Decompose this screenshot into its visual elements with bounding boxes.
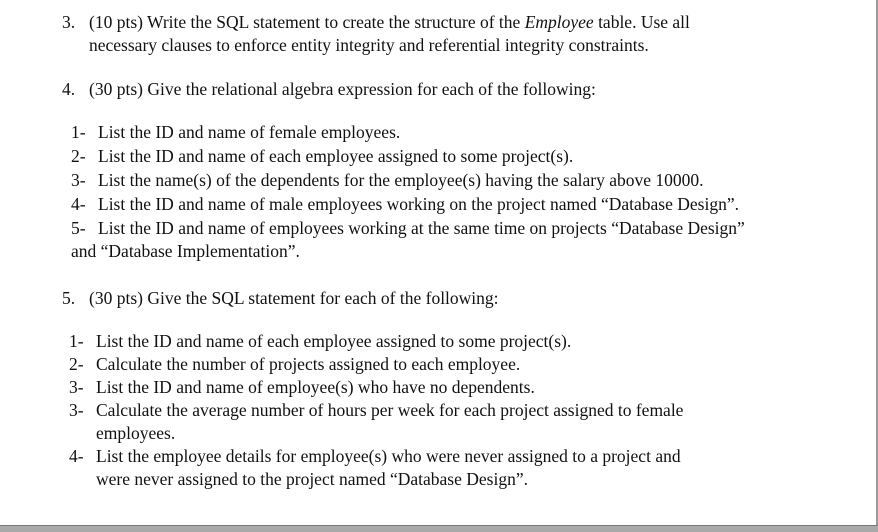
list-item: List the ID and name of female employees. xyxy=(98,122,401,142)
list-item-number: 1- xyxy=(71,122,86,142)
list-item-number: 2- xyxy=(71,146,86,166)
list-item-number: 3- xyxy=(71,170,86,190)
list-item: List the ID and name of employee(s) who have no dependents. xyxy=(96,377,535,397)
question-5-number: 5. xyxy=(62,288,76,308)
list-item-number: 5- xyxy=(71,218,86,238)
list-item: List the ID and name of male employees working on the project named “Database Design”. xyxy=(98,194,739,214)
list-item: List the employee details for employee(s) who were never assigned to a project and xyxy=(96,446,681,466)
question-5-text: (30 pts) Give the SQL statement for each of the following: xyxy=(89,288,499,308)
list-item: Calculate the average number of hours per week for each project assigned to female xyxy=(96,400,684,420)
question-3-line-1 xyxy=(89,11,690,34)
list-item: List the ID and name of each employee assigned to some project(s). xyxy=(98,146,574,166)
list-item: Calculate the number of projects assigned to each employee. xyxy=(96,354,521,374)
question-3-table-name: Employee xyxy=(524,12,594,32)
question-3-text-start: (10 pts) Write the SQL statement to create the structure of the xyxy=(89,12,525,32)
question-3-line-2: necessary clauses to enforce entity integrity and referential integrity constraints. xyxy=(89,35,649,55)
list-item-continuation: and “Database Implementation”. xyxy=(71,241,300,261)
list-item: List the ID and name of each employee assigned to some project(s). xyxy=(96,331,572,351)
list-item-number: 3- xyxy=(69,400,84,420)
question-3-number: 3. xyxy=(62,12,76,32)
list-item-number: 4- xyxy=(71,194,86,214)
list-item: List the ID and name of employees working at the same time on projects “Database Design” xyxy=(98,218,745,238)
list-item-number: 4- xyxy=(69,446,84,466)
question-3-text-end: table. Use all xyxy=(593,12,690,32)
list-item-number: 3- xyxy=(69,377,84,397)
list-item-continuation: employees. xyxy=(96,423,176,443)
list-item-number: 1- xyxy=(69,331,84,351)
list-item: List the name(s) of the dependents for the employee(s) having the salary above 10000. xyxy=(98,170,704,190)
question-4-number: 4. xyxy=(62,79,76,99)
list-item-number: 2- xyxy=(69,354,84,374)
page-bottom-edge xyxy=(0,525,878,532)
question-4-text: (30 pts) Give the relational algebra expression for each of the following: xyxy=(89,79,596,99)
list-item-continuation: were never assigned to the project named “Database Design”. xyxy=(96,469,528,489)
